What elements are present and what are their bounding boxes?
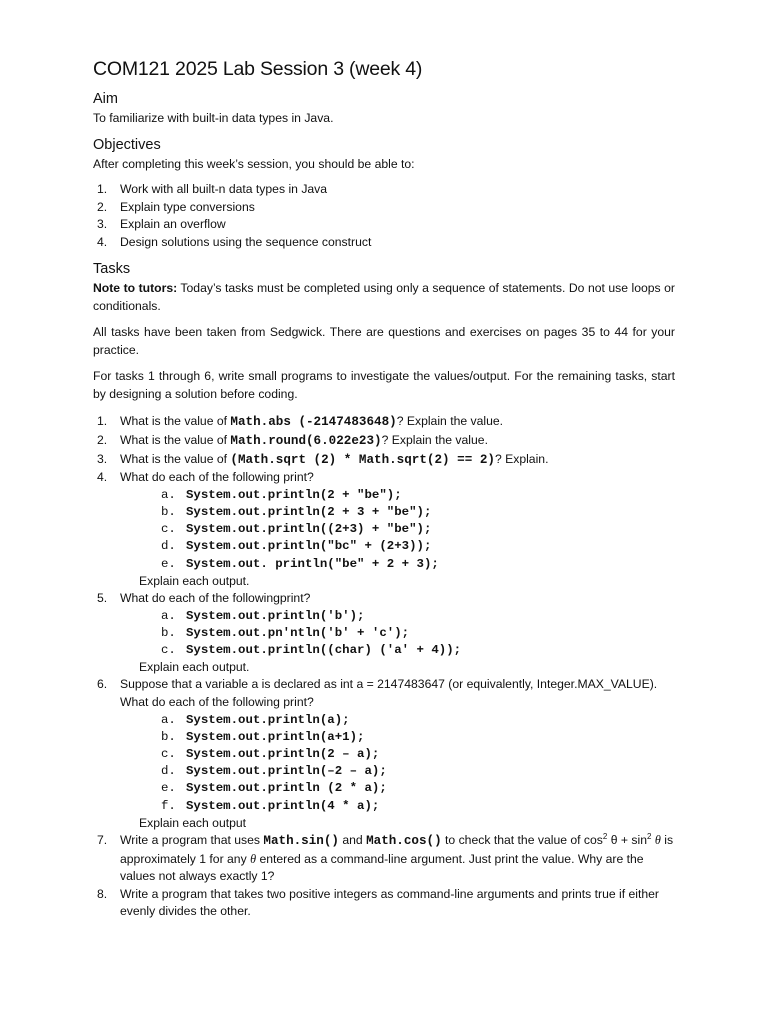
task-6: 6. Suppose that a variable a is declared as int a = 2147483647 (or equivalently, Integer.MAX_VALUE). What do each of the following print? a. System.out.println(a); b. System.out.println(a+1); c. System.out.println(2 – a); d. System.out.println(–2 – a); e. System.out.println (2 * a); f. System.out.println(4 * a); Explain each output: [93, 676, 675, 832]
code-line: e. System.out. println("be" + 2 + 3);: [161, 556, 439, 571]
page-title: COM121 2025 Lab Session 3 (week 4): [93, 58, 423, 80]
code-line: b. System.out.println(a+1);: [161, 729, 365, 744]
code-line: c. System.out.println((char) ('a' + 4));: [161, 642, 462, 657]
objective-item: 4. Design solutions using the sequence construct: [97, 234, 372, 249]
tasks-source-paragraph: All tasks have been taken from Sedgwick. There are questions and exercises on pages 35 to 44 for your practice.: [93, 325, 675, 358]
objective-item: 3. Explain an overflow: [97, 217, 226, 232]
task-7: 7. Write a program that uses Math.sin() and Math.cos() to check that the value of $\cos^2 \theta + \sin^2 \theta$ is approximately 1 for any θ entered as a command-line argument. Just print the value. Why are the values not always exactly 1?: [97, 831, 674, 884]
objectives-heading: Objectives: [93, 137, 161, 153]
code-line: b. System.out.pn'ntln('b' + 'c');: [161, 625, 410, 640]
code-line: d. System.out.println("bc" + (2+3));: [161, 539, 432, 554]
code-line: b. System.out.println(2 + 3 + "be");: [161, 504, 432, 519]
objectives-list: [93, 181, 675, 251]
objective-item: 2. Explain type conversions: [97, 199, 255, 214]
task-4: 4. What do each of the following print? a. System.out.println(2 + "be"); b. System.out.println(2 + 3 + "be"); c. System.out.println((2+3) + "be"); d. System.out.println("bc" + (2+3)); e. System.out. println("be" + 2 + 3); Explain each output.: [93, 469, 675, 590]
objectives-intro: After completing this week’s session, you should be able to:: [93, 157, 415, 171]
tasks-heading: Tasks: [93, 261, 131, 278]
tasks-instructions-paragraph: For tasks 1 through 6, write small programs to investigate the values/output. For the remaining tasks, start by designing a solution before coding.: [93, 369, 675, 402]
code-line: e. System.out.println (2 * a);: [161, 781, 387, 796]
explain-note: Explain each output.: [139, 573, 250, 588]
code-line: a. System.out.println(2 + "be");: [161, 487, 402, 502]
objective-item: 1. Work with all built-n data types in Java: [97, 182, 328, 196]
code-line: c. System.out.println((2+3) + "be");: [161, 522, 432, 537]
explain-note: Explain each output.: [139, 660, 250, 675]
document-page: [93, 58, 675, 921]
task-6-sublist: [93, 712, 675, 815]
task-8: 8. Write a program that takes two positive integers as command-line arguments and prints true if either evenly divides the other.: [97, 886, 659, 919]
code-line: a. System.out.println('b');: [161, 608, 365, 623]
task-3: 3. What is the value of (Math.sqrt (2) * Math.sqrt(2) == 2)? Explain.: [97, 451, 549, 467]
explain-note: Explain each output: [139, 815, 247, 830]
tasks-list: [93, 413, 675, 921]
code-line: d. System.out.println(–2 – a);: [161, 764, 387, 779]
task-5: 5. What do each of the followingprint? a. System.out.println('b'); b. System.out.pn'ntln('b' + 'c'); c. System.out.println((char) ('a' + 4)); Explain each output.: [93, 590, 675, 676]
code-line: c. System.out.println(2 – a);: [161, 746, 380, 761]
code-line: a. System.out.println(a);: [161, 712, 350, 727]
aim-heading: Aim: [93, 91, 118, 107]
task-4-sublist: [93, 487, 675, 573]
tutor-note-label: Note to tutors:: [93, 281, 178, 296]
tutor-note: Note to tutors: Today’s tasks must be completed using only a sequence of statements. Do not use loops or conditionals.: [93, 281, 675, 314]
code-line: f. System.out.println(4 * a);: [161, 798, 380, 813]
aim-text: To familiarize with built-in data types in Java.: [93, 111, 334, 125]
task-5-sublist: [93, 608, 675, 660]
task-2: 2. What is the value of Math.round(6.022e23)? Explain the value.: [97, 432, 488, 448]
task-1: 1. What is the value of Math.abs (-2147483648)? Explain the value.: [97, 414, 504, 430]
